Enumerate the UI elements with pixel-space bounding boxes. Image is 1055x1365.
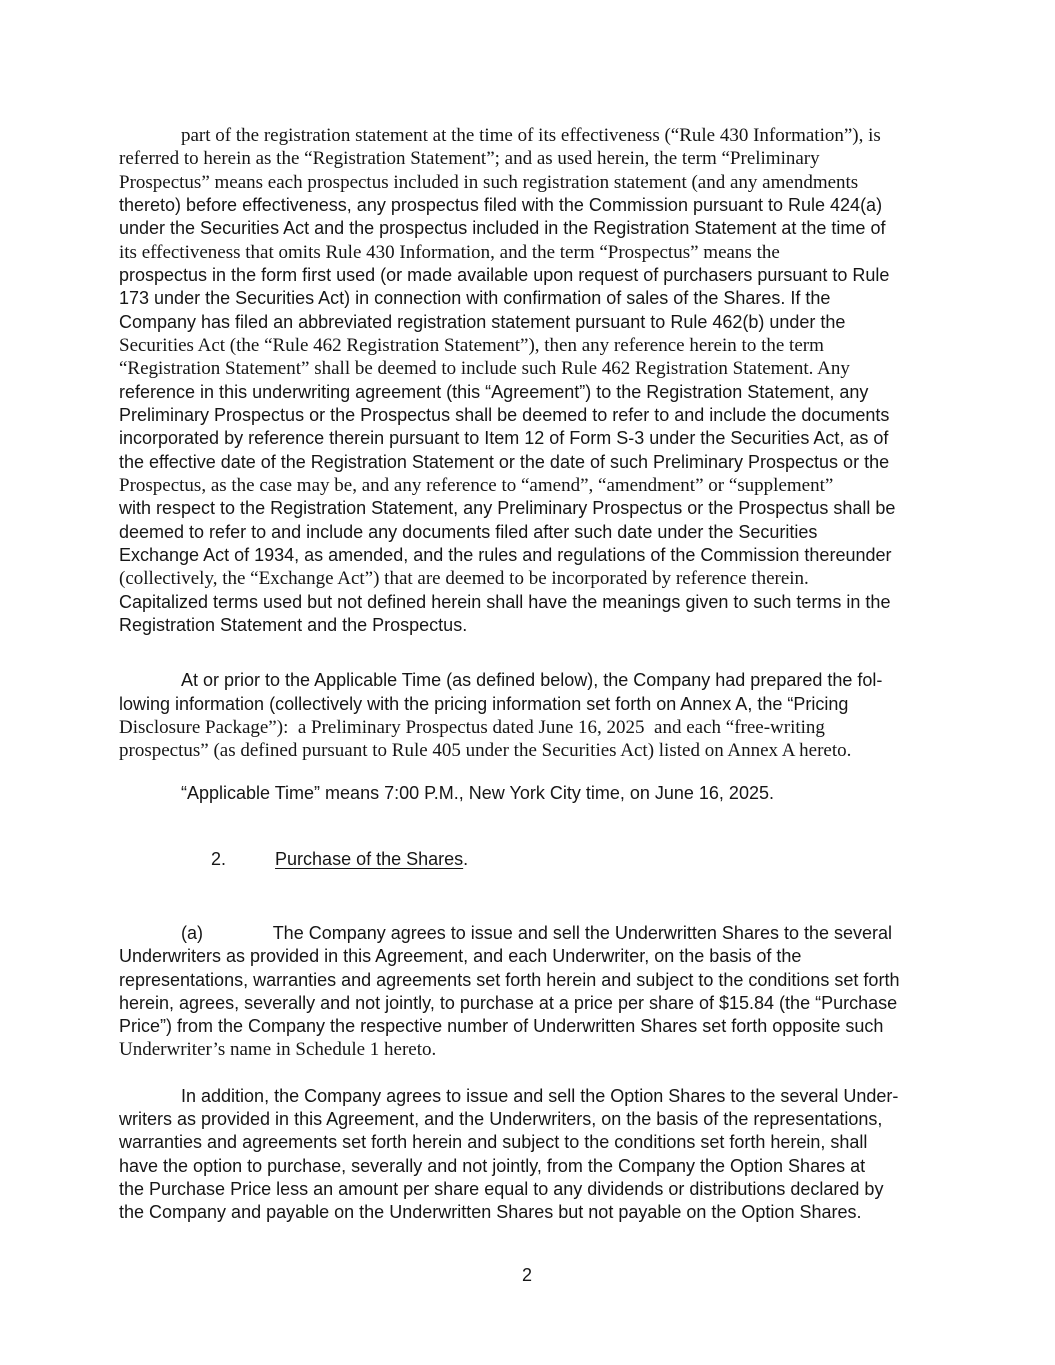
text-line: incorporated by reference therein pursuant to Item 12 of Form S-3 under the Securities Act, as of: [119, 428, 889, 449]
text-line: referred to herein as the “Registration Statement”; and as used herein, the term “Preliminary: [119, 148, 820, 170]
text-line: have the option to purchase, severally and not jointly, from the Company the Option Shares at: [119, 1155, 866, 1176]
text-line: Underwriters as provided in this Agreement, and each Underwriter, on the basis of the: [119, 946, 802, 967]
text-line: Price”) from the Company the respective number of Underwritten Shares set forth opposite such: [119, 1016, 884, 1037]
text-line: its effectiveness that omits Rule 430 Information, and the term “Prospectus” means the: [119, 241, 780, 263]
section-title: Purchase of the Shares: [275, 849, 464, 870]
paragraph-applicable-time: [119, 782, 935, 805]
text-line: (a) The Company agrees to issue and sell the Underwritten Shares to the several: [181, 922, 893, 943]
text-line: “Registration Statement” shall be deemed to include such Rule 462 Registration Statement. Any: [119, 358, 850, 380]
paragraph-pricing-disclosure-package: [119, 669, 935, 762]
text-line: Prospectus” means each prospectus included in such registration statement (and any amendments: [119, 171, 859, 193]
text-line: Underwriter’s name in Schedule 1 hereto.: [119, 1039, 437, 1061]
text-line: Securities Act (the “Rule 462 Registration Statement”), then any reference herein to the term: [119, 334, 824, 356]
section-number: 2.: [211, 849, 227, 870]
text-line: prospectus in the form first used (or made available upon request of purchasers pursuant to Rule: [119, 264, 890, 285]
text-line: Company has filed an abbreviated registration statement pursuant to Rule 462(b) under the: [119, 311, 846, 332]
text-line: warranties and agreements set forth herein and subject to the conditions set forth herein, shall: [119, 1132, 868, 1153]
text-column: [119, 124, 935, 1287]
text-line: “Applicable Time” means 7:00 P.M., New York City time, on June 16, 2025.: [181, 782, 774, 803]
text-line: 173 under the Securities Act) in connection with confirmation of sales of the Shares. If the: [119, 288, 831, 309]
text-line: herein, agrees, severally and not jointly, to purchase at a price per share of $15.84 (the “Purchase: [119, 992, 898, 1013]
page-number: 2: [521, 1264, 532, 1285]
paragraph-rule-430-definitions: [119, 124, 935, 637]
text-line: part of the registration statement at the time of its effectiveness (“Rule 430 Information”), is: [181, 125, 881, 146]
text-line: reference in this underwriting agreement (this “Agreement”) to the Registration Statement, any: [119, 381, 869, 402]
text-line: with respect to the Registration Statement, any Preliminary Prospectus or the Prospectus shall be: [119, 498, 896, 519]
text-line: Capitalized terms used but not defined herein shall have the meanings given to such terms in the: [119, 591, 891, 612]
text-line: Prospectus, as the case may be, and any reference to “amend”, “amendment” or “supplement”: [119, 474, 834, 496]
text-line: representations, warranties and agreements set forth herein and subject to the conditions set forth: [119, 969, 900, 990]
text-line: thereto) before effectiveness, any prospectus filed with the Commission pursuant to Rule 424(a): [119, 194, 883, 215]
paragraph-option-shares: [119, 1085, 935, 1225]
paragraph-underwritten-shares-purchase: [119, 922, 935, 1062]
section-heading: [119, 825, 935, 895]
text-line: the effective date of the Registration Statement or the date of such Preliminary Prospectus or the: [119, 451, 890, 472]
text-line: writers as provided in this Agreement, and the Underwriters, on the basis of the representations,: [119, 1109, 883, 1130]
text-line: Exchange Act of 1934, as amended, and the rules and regulations of the Commission thereunder: [119, 544, 892, 565]
text-line: Preliminary Prospectus or the Prospectus shall be deemed to refer to and include the documents: [119, 404, 890, 425]
text-line: At or prior to the Applicable Time (as defined below), the Company had prepared the fol-: [181, 670, 883, 691]
text-line: (collectively, the “Exchange Act”) that are deemed to be incorporated by reference therein.: [119, 568, 809, 590]
text-line: the Company and payable on the Underwritten Shares but not payable on the Option Shares.: [119, 1202, 862, 1223]
text-line: under the Securities Act and the prospectus included in the Registration Statement at the time of: [119, 218, 886, 239]
text-line: prospectus” (as defined pursuant to Rule 405 under the Securities Act) listed on Annex A hereto.: [119, 740, 852, 762]
text-line: Disclosure Package”): a Preliminary Prospectus dated June 16, 2025 and each “free-writing: [119, 716, 825, 738]
text-line: In addition, the Company agrees to issue and sell the Option Shares to the several Under-: [181, 1085, 899, 1106]
text-line: the Purchase Price less an amount per share equal to any dividends or distributions declared by: [119, 1179, 884, 1200]
section-title-period: .: [463, 849, 469, 870]
text-line: lowing information (collectively with the pricing information set forth on Annex A, the “Pricing: [119, 693, 849, 714]
text-line: deemed to refer to and include any documents filed after such date under the Securities: [119, 521, 818, 542]
text-line: Registration Statement and the Prospectus.: [119, 614, 468, 635]
